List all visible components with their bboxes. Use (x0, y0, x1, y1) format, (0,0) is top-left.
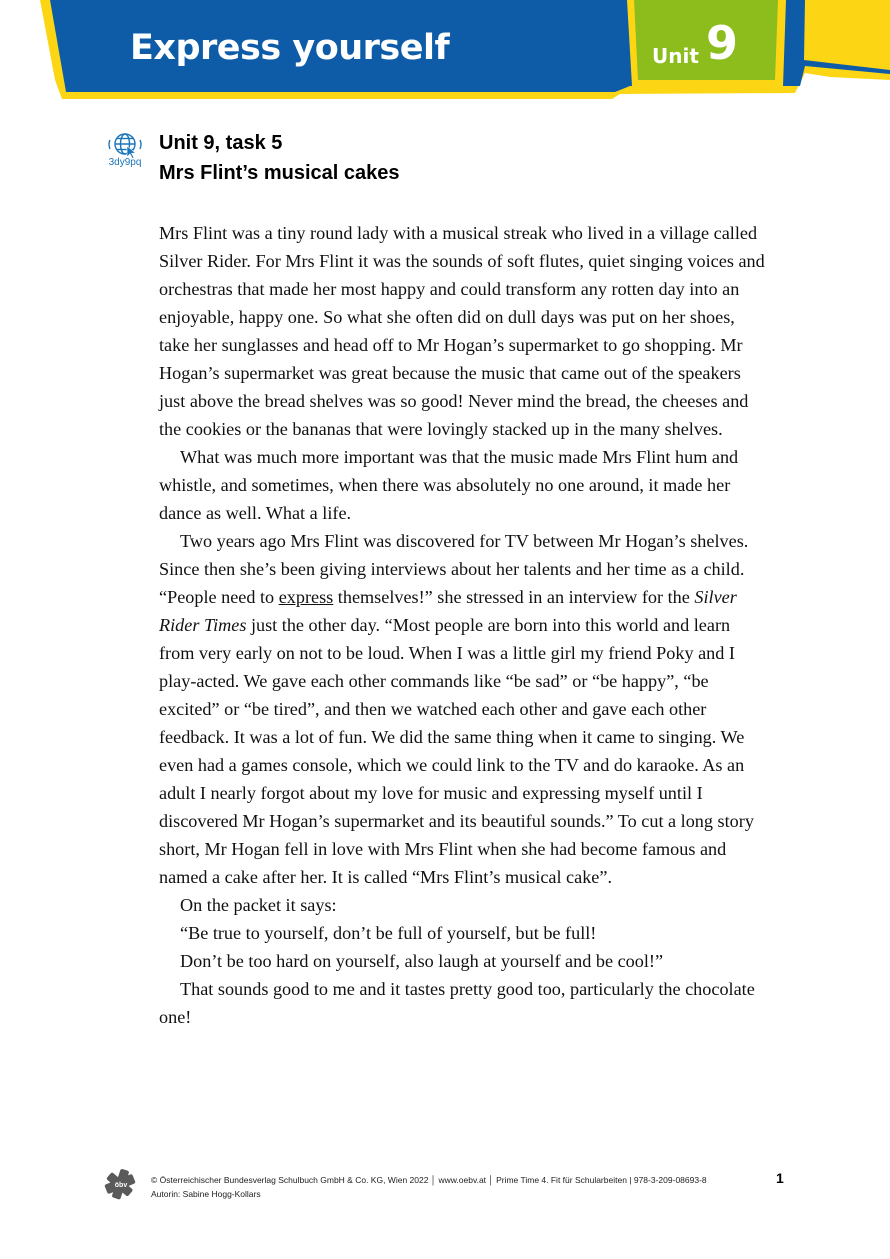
newspaper-title-part: Silver (694, 587, 737, 607)
story-line: dance as well. What a life. (159, 503, 352, 523)
story-line: Since then she’s been giving interviews about her talents and her time as a child. (159, 559, 745, 579)
story-line: short, Mr Hogan fell in love with Mrs Flint when she had become famous and (159, 839, 727, 859)
story-line: Hogan’s supermarket was great because the music that came out of the speakers (159, 363, 741, 383)
story-text (159, 219, 799, 1031)
story-line: Silver Rider. For Mrs Flint it was the sounds of soft flutes, quiet singing voices and (159, 251, 765, 271)
story-line: from very early on not to be loud. When I was a little girl my friend Poky and I (159, 643, 735, 663)
story-line: just above the bread shelves was so good! Never mind the bread, the cheeses and (159, 391, 749, 411)
story-line: one! (159, 1007, 192, 1027)
header-banner (0, 0, 890, 105)
story-line: discovered Mr Hogan’s supermarket and its beautiful sounds.” To cut a long story (159, 811, 754, 831)
copyright-line: © Österreichischer Bundesverlag Schulbuch GmbH & Co. KG, Wien 2022 │ www.oebv.at │ Prime Time 4. Fit für Schularbeiten | 978-3-209-08693-8 (151, 1175, 707, 1185)
author-line: Autorin: Sabine Hogg-Kollars (151, 1189, 261, 1199)
story-line: named a cake after her. It is called “Mrs Flint’s musical cake”. (159, 867, 612, 887)
oebv-logo-text: öbv (114, 1182, 128, 1189)
quote-middle: themselves!” she stressed in an interview for the (333, 587, 695, 607)
newspaper-title-part: Rider Times (159, 615, 247, 635)
task-heading (159, 128, 399, 188)
story-line: What was much more important was that the music made Mrs Flint hum and (180, 447, 739, 467)
oebv-logo (104, 1168, 136, 1200)
story-line: orchestras that made her most happy and could transform any rotten day into an (159, 279, 740, 299)
story-line: excited” or “be tired”, and then we watched each other and gave each other (159, 699, 707, 719)
story-line (159, 583, 799, 611)
story-line: feedback. It was a lot of fun. We did the same thing when it came to singing. We (159, 727, 745, 747)
story-line: Don’t be too hard on yourself, also laugh at yourself and be cool!” (180, 951, 664, 971)
globe-cursor-icon[interactable] (106, 130, 144, 160)
story-line: Two years ago Mrs Flint was discovered for TV between Mr Hogan’s shelves. (180, 531, 749, 551)
quote-continue: just the other day. “Most people are born into this world and learn (246, 615, 731, 635)
story-line: That sounds good to me and it tastes pretty good too, particularly the chocolate (180, 979, 755, 999)
story-line: “Be true to yourself, don’t be full of yourself, but be full! (180, 923, 597, 943)
story-line: play-acted. We gave each other commands like “be sad” or “be happy”, “be (159, 671, 709, 691)
page-number: 1 (776, 1170, 784, 1186)
unit-label: Unit (652, 44, 699, 68)
quote-start: “People need to (159, 587, 279, 607)
story-line: Mrs Flint was a tiny round lady with a musical streak who lived in a village called (159, 223, 758, 243)
story-line: adult I nearly forgot about my love for music and expressing myself until I (159, 783, 703, 803)
footer-text (151, 1173, 707, 1201)
task-title: Mrs Flint’s musical cakes (159, 162, 400, 184)
story-line: take her sunglasses and head off to Mr Hogan’s supermarket to go shopping. Mr (159, 335, 743, 355)
underlined-word: express (278, 587, 334, 607)
story-line: the cookies or the bananas that were lovingly stacked up in the many shelves. (159, 419, 723, 439)
banner-title: Express yourself (130, 28, 450, 68)
story-line: On the packet it says: (180, 895, 337, 915)
story-line: whistle, and sometimes, when there was absolutely no one around, it made her (159, 475, 731, 495)
story-line (159, 611, 799, 639)
unit-number: 9 (706, 16, 739, 70)
story-line: enjoyable, happy one. So what she often did on dull days was put on her shoes, (159, 307, 735, 327)
story-line: even had a games console, which we could link to the TV and do karaoke. As an (159, 755, 745, 775)
web-code-link[interactable]: 3dy9pq (108, 157, 142, 168)
task-label: Unit 9, task 5 (159, 132, 283, 154)
